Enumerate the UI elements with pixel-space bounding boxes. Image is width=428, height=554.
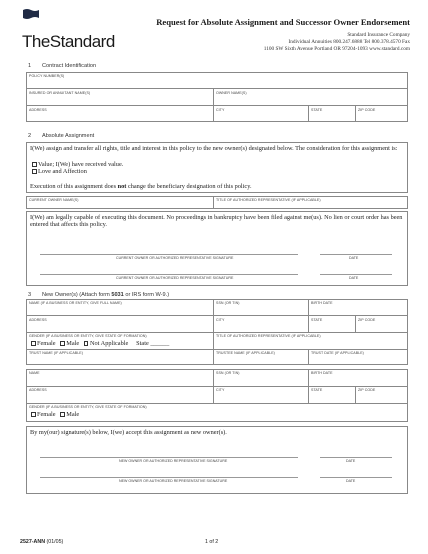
male-option-2[interactable]: Male xyxy=(60,411,79,418)
love-affection-checkbox[interactable] xyxy=(32,169,37,174)
new-owner-city-field[interactable]: CITY xyxy=(216,318,225,322)
execution-notice: Execution of this assignment does not change the beneficiary designation of this policy. xyxy=(30,183,252,190)
company-name: Standard Insurance Company xyxy=(347,32,410,38)
capacity-text: I(We) am legally capable of executing this document. No proceedings in bankruptcy have been filed against me(us). No lien or court order has been entered that affects this policy. xyxy=(30,214,403,229)
section-1-heading: 1 Contract Identification xyxy=(28,63,97,69)
new-owner-2-address-field[interactable]: ADDRESS xyxy=(29,388,47,392)
new-owner-address-field[interactable]: ADDRESS xyxy=(29,318,47,322)
assignment-text: I(We) assign and transfer all rights, title and interest in this policy to the new owner(s) designated below. The consideration for this assignment is: xyxy=(30,145,398,152)
new-owner-signature-2[interactable]: NEW OWNER OR AUTHORIZED REPRESENTATIVE SIGNATURE xyxy=(119,479,228,483)
value-checkbox[interactable] xyxy=(32,162,37,167)
trustee-name-field[interactable]: TRUSTEE NAME (IF APPLICABLE) xyxy=(216,351,275,355)
current-owner-names-field[interactable]: CURRENT OWNER NAME(S) xyxy=(29,198,79,202)
section-3-heading: 3 New Owner(s) (Attach form 5031 or IRS form W-9.) xyxy=(28,292,170,298)
zip-field[interactable]: ZIP CODE xyxy=(358,108,376,112)
form-code: 2527-ANN (01/05) xyxy=(20,539,64,545)
page-number: 1 of 2 xyxy=(205,539,219,545)
new-owner-2-ssn-field[interactable]: SSN (OR TIN) xyxy=(216,371,240,375)
new-owner-2-state-field[interactable]: STATE xyxy=(311,388,323,392)
new-owner-state-field[interactable]: STATE xyxy=(311,318,323,322)
company-logo: TheStandard xyxy=(22,32,115,51)
insured-names-field[interactable]: INSURED OR ANNUITANT NAME(S) xyxy=(29,91,91,95)
male-checkbox[interactable] xyxy=(60,341,65,346)
address-field[interactable]: ADDRESS xyxy=(29,108,47,112)
city-field[interactable]: CITY xyxy=(216,108,225,112)
new-owner-signature-date-2[interactable]: DATE xyxy=(346,479,356,483)
section-2-heading: 2 Absolute Assignment xyxy=(28,133,95,139)
love-affection-option[interactable]: Love and Affection xyxy=(32,168,87,175)
new-owner-gender-label: GENDER (IF A BUSINESS OR ENTITY, GIVE STATE OF FORMATION) xyxy=(29,334,147,338)
new-owner-name-field[interactable]: NAME (IF A BUSINESS OR ENTITY, GIVE FULL NAME) xyxy=(29,301,122,305)
female-option[interactable]: Female xyxy=(31,340,56,347)
signature-date-2[interactable]: DATE xyxy=(349,276,359,280)
signature-date-1[interactable]: DATE xyxy=(349,256,359,260)
flag-logo-icon xyxy=(22,8,40,20)
company-address: 1100 SW Sixth Avenue Portland OR 97204-1093 www.standard.com xyxy=(263,46,410,52)
new-owner-2-zip-field[interactable]: ZIP CODE xyxy=(358,388,376,392)
current-owner-signature-1[interactable]: CURRENT OWNER OR AUTHORIZED REPRESENTATIVE SIGNATURE xyxy=(116,256,234,260)
new-owner-signature-1[interactable]: NEW OWNER OR AUTHORIZED REPRESENTATIVE SIGNATURE xyxy=(119,459,228,463)
value-option[interactable]: Value; I(We) have received value. xyxy=(32,161,123,168)
female-option-2[interactable]: Female xyxy=(31,411,56,418)
trust-date-field[interactable]: TRUST DATE (IF APPLICABLE) xyxy=(311,351,364,355)
state-field[interactable]: STATE xyxy=(311,108,323,112)
division-phone: Individual Annuities 800.247.6888 Tel 800.378.4570 Fax xyxy=(288,39,410,45)
contract-identification-box xyxy=(26,72,408,122)
current-owner-signature-2[interactable]: CURRENT OWNER OR AUTHORIZED REPRESENTATIVE SIGNATURE xyxy=(116,276,234,280)
new-owner-title-field[interactable]: TITLE OF AUTHORIZED REPRESENTATIVE (IF APPLICABLE) xyxy=(216,334,321,338)
new-owner-zip-field[interactable]: ZIP CODE xyxy=(358,318,376,322)
new-owner-birth-date-field[interactable]: BIRTH DATE xyxy=(311,301,333,305)
not-applicable-option[interactable]: Not Applicable xyxy=(84,340,128,347)
new-owner-2-birth-date-field[interactable]: BIRTH DATE xyxy=(311,371,333,375)
state-of-formation-field[interactable]: State ______ xyxy=(136,340,170,347)
not-applicable-checkbox[interactable] xyxy=(84,341,89,346)
new-owner-ssn-field[interactable]: SSN (OR TIN) xyxy=(216,301,240,305)
policy-numbers-field[interactable]: POLICY NUMBER(S) xyxy=(29,74,65,78)
female-checkbox-2[interactable] xyxy=(31,412,36,417)
new-owner-signature-date-1[interactable]: DATE xyxy=(346,459,356,463)
new-owner-2-city-field[interactable]: CITY xyxy=(216,388,225,392)
trust-name-field[interactable]: TRUST NAME (IF APPLICABLE) xyxy=(29,351,83,355)
male-option[interactable]: Male xyxy=(60,340,79,347)
new-owner-2-gender-options xyxy=(31,411,79,418)
new-owner-2-name-field[interactable]: NAME xyxy=(29,371,40,375)
female-checkbox[interactable] xyxy=(31,341,36,346)
current-owner-title-field[interactable]: TITLE OF AUTHORIZED REPRESENTATIVE (IF APPLICABLE) xyxy=(216,198,321,202)
acceptance-text: By my(our) signature(s) below, I(we) accept this assignment as new owner(s). xyxy=(30,429,227,436)
new-owner-2-gender-label: GENDER (IF A BUSINESS OR ENTITY, GIVE STATE OF FORMATION) xyxy=(29,405,147,409)
male-checkbox-2[interactable] xyxy=(60,412,65,417)
new-owner-gender-options xyxy=(31,340,169,347)
owner-names-field[interactable]: OWNER NAME(S) xyxy=(216,91,247,95)
new-owner-2-box xyxy=(26,369,408,422)
form-title: Request for Absolute Assignment and Successor Owner Endorsement xyxy=(156,17,410,27)
